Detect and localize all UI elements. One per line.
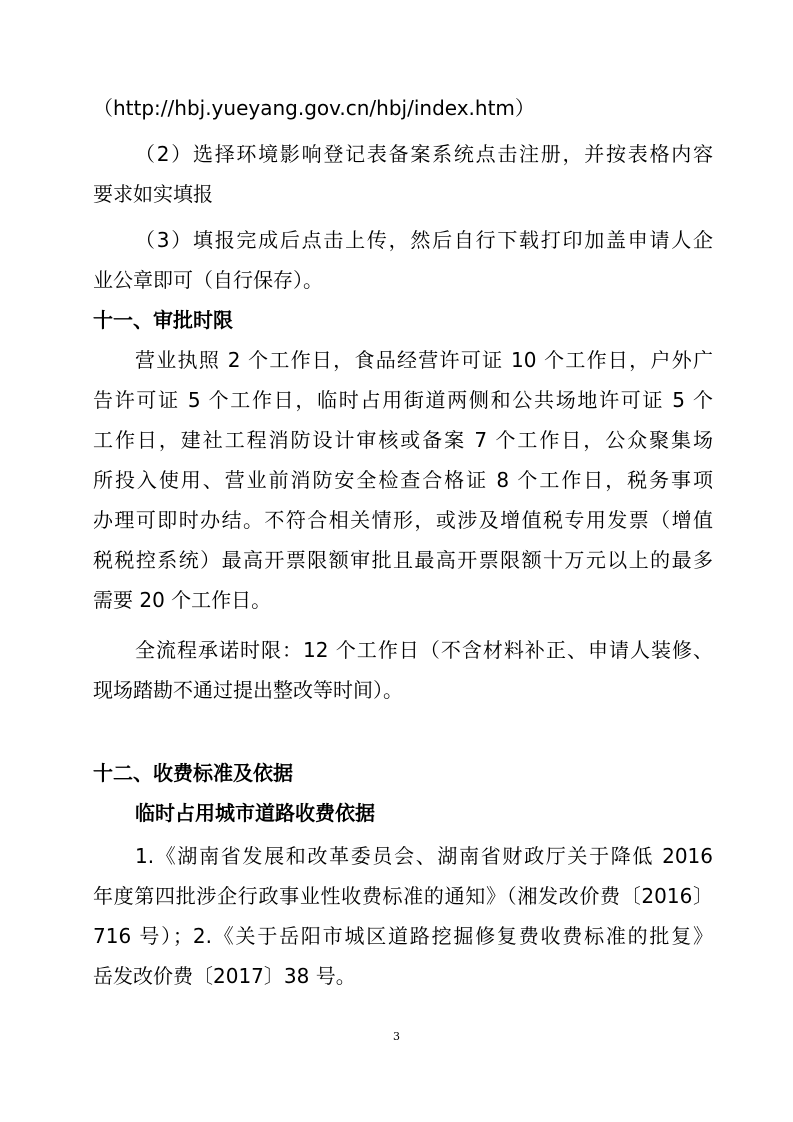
step-2-line-1: （2）选择环境影响登记表备案系统点击注册，并按表格内容: [135, 142, 713, 166]
approval-paragraph-line-1: 营业执照 2 个工作日，食品经营许可证 10 个工作日，户外广: [135, 348, 713, 372]
fee-basis-line-1: 1.《湖南省发展和改革委员会、湖南省财政厅关于降低 2016: [135, 844, 713, 868]
step-3-line-1: （3）填报完成后点击上传，然后自行下载打印加盖申请人企: [135, 228, 713, 252]
commitment-line-1: 全流程承诺时限：12 个工作日（不含材料补正、申请人装修、: [135, 638, 713, 662]
approval-paragraph-line-4: 所投入使用、营业前消防安全检查合格证 8 个工作日，税务事项: [93, 468, 713, 492]
fee-basis-line-3: 716 号）；2.《关于岳阳市城区道路挖掘修复费收费标准的批复》: [93, 924, 713, 948]
step-2-line-2: 要求如实填报: [93, 182, 213, 206]
commitment-line-2: 现场踏勘不通过提出整改等时间）。: [93, 678, 403, 702]
section-11-heading: 十一、审批时限: [93, 308, 233, 332]
section-12-heading: 十二、收费标准及依据: [93, 761, 293, 785]
page-number: 3: [393, 1030, 400, 1043]
fee-basis-line-2: 年度第四批涉企行政事业性收费标准的通知》（湘发改价费〔2016〕: [93, 884, 713, 908]
approval-paragraph-line-2: 告许可证 5 个工作日，临时占用街道两侧和公共场地许可证 5 个: [93, 388, 713, 412]
approval-paragraph-line-3: 工作日，建社工程消防设计审核或备案 7 个工作日，公众聚集场: [93, 428, 713, 452]
approval-paragraph-line-5: 办理可即时办结。不符合相关情形，或涉及增值税专用发票（增值: [93, 508, 713, 532]
fee-basis-subheading: 临时占用城市道路收费依据: [135, 801, 375, 825]
fee-basis-line-4: 岳发改价费〔2017〕38 号。: [93, 964, 356, 988]
approval-paragraph-line-7: 需要 20 个工作日。: [93, 588, 272, 612]
step-3-line-2: 业公章即可（自行保存）。: [93, 268, 323, 292]
url-line: （http://hbj.yueyang.gov.cn/hbj/index.htm）: [93, 96, 535, 120]
approval-paragraph-line-6: 税税控系统）最高开票限额审批且最高开票限额十万元以上的最多: [93, 548, 713, 572]
